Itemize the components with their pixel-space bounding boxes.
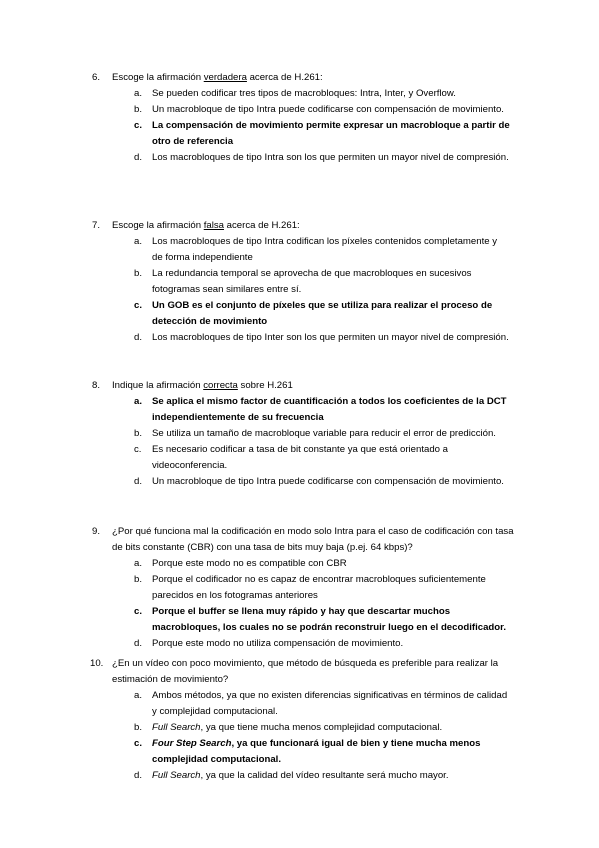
option-d — [134, 636, 508, 652]
option-text: , ya que la calidad del vídeo resultante será mucho mayor. — [200, 770, 449, 781]
option-a — [134, 556, 508, 572]
option-text: La redundancia temporal se aprovecha de que macrobloques en sucesivos fotogramas sean similares entre sí. — [152, 268, 472, 295]
options-list — [92, 394, 522, 490]
option-a — [134, 688, 508, 720]
question-stem: ¿Por qué funciona mal la codificación en modo solo Intra para el caso de codificación con tasa de bits constante (CBR) con una tasa de bits muy baja (p.ej. 64 kbps)? — [112, 526, 514, 553]
question-number: 9. — [92, 526, 101, 537]
option-letter: d. — [134, 332, 143, 343]
option-letter: b. — [134, 268, 143, 279]
option-text: Porque este modo no utiliza compensación de movimiento. — [152, 638, 404, 649]
option-letter: c. — [134, 738, 143, 749]
question-10-stem — [92, 656, 522, 688]
question-keyword: falsa — [203, 220, 224, 231]
question-stem-pre: Escoge la afirmación — [112, 72, 204, 83]
question-stem-post: acerca de H.261: — [223, 220, 300, 231]
options-list — [92, 556, 522, 652]
option-d — [134, 150, 510, 166]
option-c-correct — [134, 118, 510, 150]
option-letter: b. — [134, 104, 143, 115]
option-text: Porque el codificador no es capaz de encontrar macrobloques suficientemente parecidos en los fotogramas anteriores — [152, 574, 486, 601]
option-letter: c. — [134, 300, 143, 311]
question-6-stem — [92, 70, 522, 86]
option-text: Porque el buffer se llena muy rápido y hay que descartar muchos macrobloques, los cuales no se podrán reconstruir luego en el decodificador. — [152, 606, 506, 633]
option-b — [134, 720, 508, 736]
method-name: Full Search — [152, 770, 201, 781]
option-c-correct — [134, 298, 510, 330]
question-keyword: verdadera — [203, 72, 247, 83]
option-b — [134, 572, 508, 604]
option-d — [134, 474, 510, 490]
option-b — [134, 266, 510, 298]
method-name: Full Search — [152, 722, 201, 733]
option-text: Los macrobloques de tipo Intra son los que permiten un mayor nivel de compresión. — [152, 152, 509, 163]
option-text: Los macrobloques de tipo Intra codifican los píxeles contenidos completamente y de forma independiente — [152, 236, 498, 263]
option-d — [134, 768, 508, 784]
question-7 — [92, 218, 522, 346]
option-letter: d. — [134, 152, 143, 163]
option-text: Se utiliza un tamaño de macrobloque variable para reducir el error de predicción. — [152, 428, 496, 439]
option-letter: a. — [134, 88, 143, 99]
option-d — [134, 330, 510, 346]
question-stem-post: sobre H.261 — [237, 380, 293, 391]
option-text: Se pueden codificar tres tipos de macrobloques: Intra, Inter, y Overflow. — [152, 88, 456, 99]
question-10 — [92, 656, 522, 784]
option-text: Porque este modo no es compatible con CBR — [152, 558, 347, 569]
option-b — [134, 426, 510, 442]
question-7-stem — [92, 218, 522, 234]
question-number: 7. — [92, 220, 101, 231]
question-number: 8. — [92, 380, 101, 391]
option-text: Un GOB es el conjunto de píxeles que se utiliza para realizar el proceso de detección de movimiento — [152, 300, 493, 327]
options-list — [92, 234, 522, 346]
question-8 — [92, 378, 522, 490]
option-c-correct — [134, 604, 508, 636]
option-text: Los macrobloques de tipo Inter son los que permiten un mayor nivel de compresión. — [152, 332, 509, 343]
option-letter: c. — [134, 120, 143, 131]
option-letter: d. — [134, 476, 143, 487]
option-letter: a. — [134, 236, 143, 247]
option-letter: b. — [134, 574, 143, 585]
question-keyword: correcta — [203, 380, 238, 391]
option-a — [134, 234, 510, 266]
option-c-correct — [134, 736, 508, 768]
question-stem-post: acerca de H.261: — [246, 72, 323, 83]
option-a — [134, 86, 510, 102]
option-letter: c. — [134, 606, 143, 617]
question-number: 6. — [92, 72, 101, 83]
option-text: Un macrobloque de tipo Intra puede codificarse con compensación de movimiento. — [152, 476, 504, 487]
options-list — [92, 86, 522, 166]
option-letter: d. — [134, 638, 143, 649]
option-letter: d. — [134, 770, 143, 781]
option-text: Ambos métodos, ya que no existen diferencias significativas en términos de calidad y complejidad computacional. — [152, 690, 508, 717]
options-list — [92, 688, 522, 784]
question-9 — [92, 524, 522, 652]
option-letter: a. — [134, 396, 143, 407]
question-number: 10. — [90, 658, 104, 669]
question-8-stem — [92, 378, 522, 394]
option-letter: b. — [134, 428, 143, 439]
option-text: , ya que tiene mucha menos complejidad computacional. — [200, 722, 443, 733]
question-6 — [92, 70, 522, 166]
option-letter: a. — [134, 558, 143, 569]
question-stem-pre: Indique la afirmación — [112, 380, 204, 391]
method-name: Four Step Search — [152, 738, 232, 749]
option-text: Es necesario codificar a tasa de bit constante ya que está orientado a videoconferencia. — [152, 444, 448, 471]
option-letter: c. — [134, 444, 142, 455]
option-a-correct — [134, 394, 510, 426]
option-letter: a. — [134, 690, 143, 701]
question-stem: ¿En un vídeo con poco movimiento, que método de búsqueda es preferible para realizar la estimación de movimiento? — [112, 658, 499, 685]
question-stem-pre: Escoge la afirmación — [112, 220, 204, 231]
option-b — [134, 102, 510, 118]
option-text: , ya que funcionará igual de bien y tiene mucha menos complejidad computacional. — [152, 738, 481, 765]
option-letter: b. — [134, 722, 143, 733]
option-text: La compensación de movimiento permite expresar un macrobloque a partir de otro de referencia — [152, 120, 510, 147]
question-9-stem — [92, 524, 522, 556]
option-text: Se aplica el mismo factor de cuantificación a todos los coeficientes de la DCT independientemente de su frecuencia — [152, 396, 507, 423]
option-text: Un macrobloque de tipo Intra puede codificarse con compensación de movimiento. — [152, 104, 504, 115]
option-c — [134, 442, 510, 474]
